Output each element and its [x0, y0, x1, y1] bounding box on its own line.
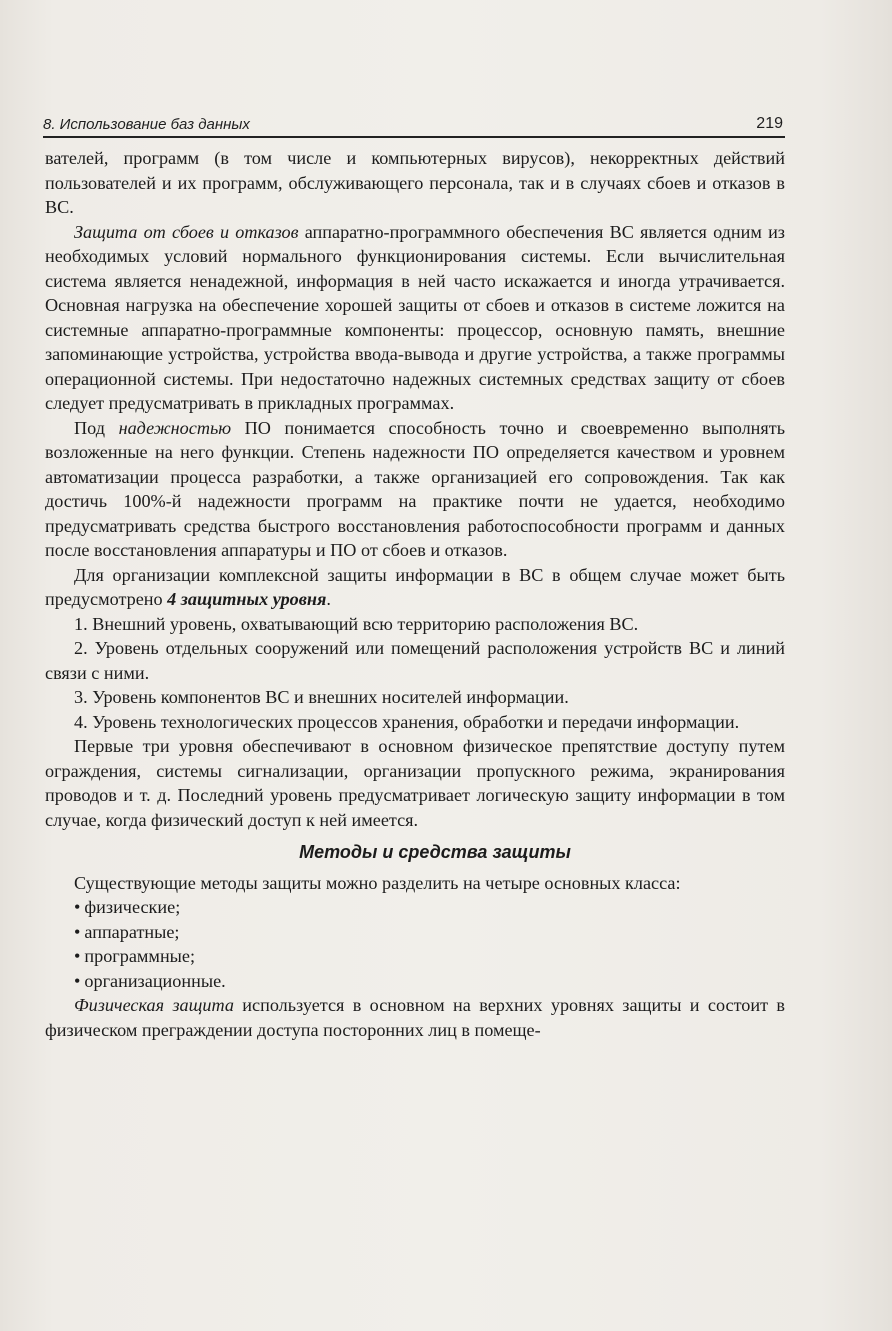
- paragraph-protection-levels-end: .: [326, 589, 331, 609]
- level-item-4: 4. Уровень технологических процессов хранения, обработки и передачи информации.: [74, 711, 740, 732]
- page-header: [43, 110, 785, 138]
- level-item-3: 3. Уровень компонентов ВС и внешних носителей информации.: [74, 687, 569, 707]
- body-text: [45, 146, 785, 1042]
- list-item: [45, 920, 785, 945]
- bullet-icon: •: [74, 970, 81, 991]
- paragraph-reliability: [45, 416, 785, 563]
- list-item-label: аппаратные;: [84, 921, 180, 942]
- paragraph-fault-protection-text: аппаратно-программного обеспечения ВС является одним из необходимых условий нормального функционирования системы. Если вычислительная система является ненадежной, информация в ней часто искажается и иногда утрачивается. Основная нагрузка на обеспечение хорошей защиты от сбоев и отказов в системе ложится на системные аппаратно-программные компоненты: процессор, основную память, внешние запоминающие устройства, устройства ввода-вывода и другие устройства, а также программы операционной системы. При недостаточно надежных системных средствах защиту от сбоев следует предусматривать в прикладных программах.: [45, 221, 785, 413]
- list-item-label: организационные.: [84, 970, 226, 991]
- list-item: [45, 969, 785, 994]
- paragraph-reliability-start: Под: [74, 417, 119, 438]
- bullet-icon: •: [74, 921, 81, 942]
- bullet-icon: •: [74, 897, 81, 917]
- paragraph-continuation: вателей, программ (в том числе и компьютерных вирусов), некорректных действий пользователей и их программ, обслуживающего персонала, так и в случаях сбоев и отказов в ВС.: [45, 148, 785, 217]
- list-item-label: программные;: [84, 946, 196, 966]
- term-fault-protection: Защита от сбоев и отказов: [74, 221, 299, 242]
- methods-list: [45, 895, 785, 993]
- list-item-label: физические;: [84, 897, 181, 917]
- bullet-icon: •: [74, 946, 81, 966]
- paragraph-protection-levels: [45, 563, 785, 612]
- section-heading: Методы и средства защиты: [299, 842, 571, 862]
- paragraph-physical-protection: [45, 993, 785, 1042]
- term-protection-levels: 4 защитных уровня: [167, 589, 327, 609]
- paragraph-methods-intro: Существующие методы защиты можно разделить на четыре основных класса:: [74, 872, 681, 893]
- paragraph-levels-summary: Первые три уровня обеспечивают в основном физическое препятствие доступу путем ограждения, системы сигнализации, организации пропускного режима, экранирования проводов и т. д. Последний уровень предусматривает логическую защиту информации в том случае, когда физический доступ к ней имеется.: [45, 736, 785, 830]
- level-item-2: 2. Уровень отдельных сооружений или помещений расположения устройств ВС и линий связи с ними.: [45, 638, 785, 683]
- term-reliability: надежностью: [118, 417, 232, 438]
- paragraph-reliability-text: ПО понимается способность точно и своевременно выполнять возложенные на него функции. Степень надежности ПО определяется качеством и уровнем автоматизации процесса разработки, а также организацией его сопровождения. Так как достичь 100%-й надежности программ на практике почти не удается, необходимо предусматривать средства быстрого восстановления работоспособности программ и данных после восстановления аппаратуры и ПО от сбоев и отказов.: [45, 417, 785, 560]
- paragraph-fault-protection: [45, 220, 785, 416]
- list-item: [45, 944, 785, 969]
- term-physical-protection: Физическая защита: [74, 995, 234, 1015]
- list-item: [45, 895, 785, 920]
- page-number: 219: [756, 115, 783, 132]
- paragraph-protection-levels-start: Для организации комплексной защиты информации в ВС в общем случае может быть предусмотрено: [45, 564, 785, 609]
- running-head: 8. Использование баз данных: [43, 116, 250, 133]
- level-item-1: 1. Внешний уровень, охватывающий всю территорию расположения ВС.: [74, 613, 639, 634]
- paragraph-physical-protection-text: используется в основном на верхних уровнях защиты и состоит в физическом преграждении доступа посторонних лиц в помеще-: [45, 995, 785, 1040]
